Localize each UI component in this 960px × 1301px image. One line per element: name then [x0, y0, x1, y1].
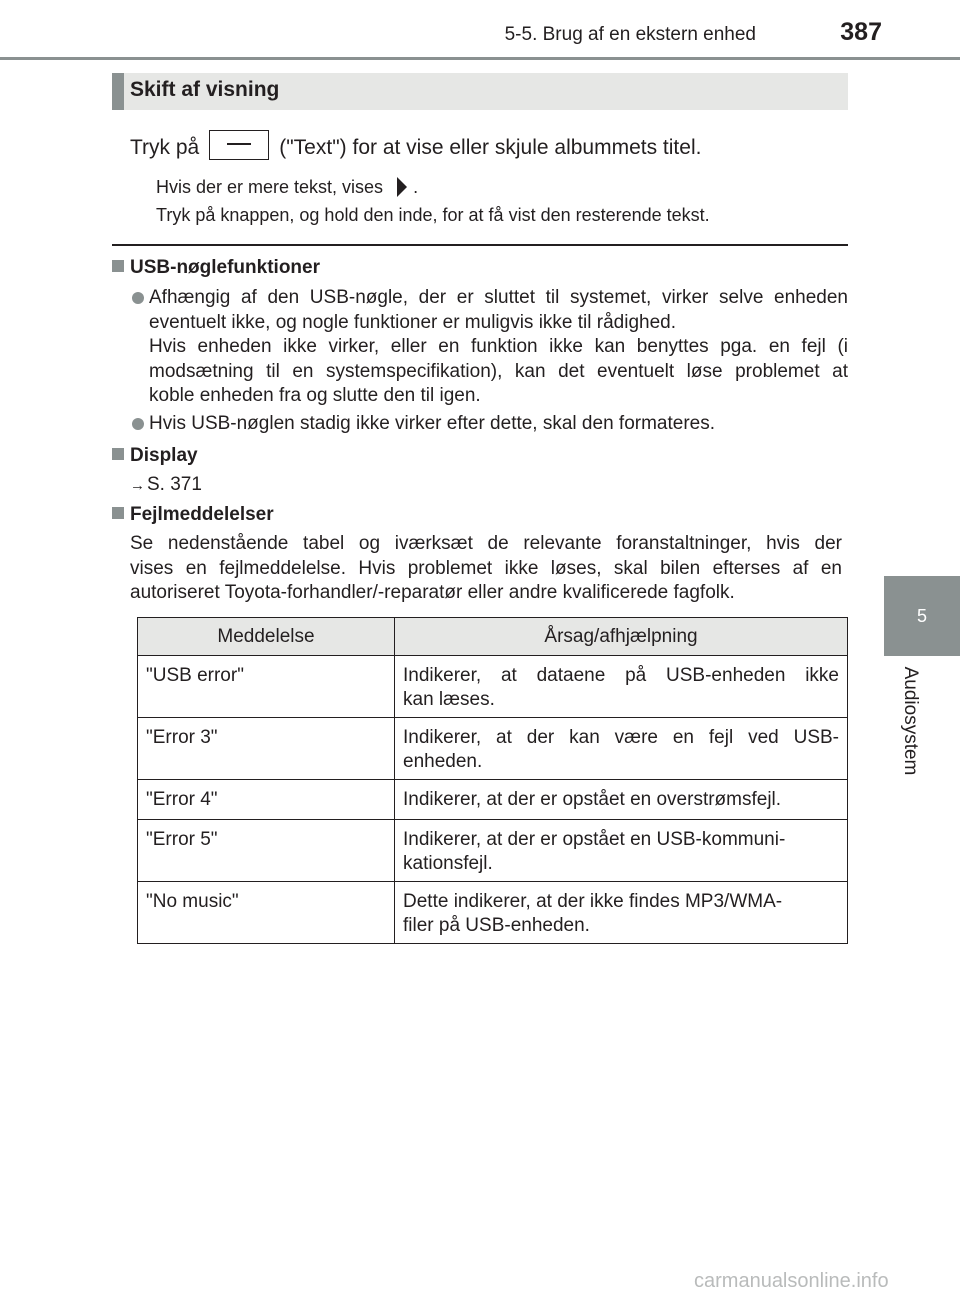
message-cell: "Error 4" [138, 780, 395, 820]
usb-heading [112, 257, 320, 279]
display-heading [112, 445, 198, 467]
error-message-table [137, 617, 848, 944]
chapter-tab [884, 576, 960, 656]
usb-bullet-2-text: Hvis USB-nøglen stadig ikke virker efter dette, skal den formateres. [149, 413, 716, 434]
cause-line: Indikerer, at dataene på USB-enheden ikke [403, 665, 839, 686]
usb-bullet-1-line: Hvis enheden ikke virker, eller en funktion ikke kan benyttes pga. en fejl (i [149, 336, 848, 357]
cause-line: filer på USB-enheden. [403, 915, 590, 936]
circle-bullet-icon [132, 292, 144, 304]
cause-line: Indikerer, at der er opstået en overstrømsfejl. [403, 789, 782, 810]
text-button-icon [209, 130, 269, 160]
message-cell: "Error 3" [138, 718, 395, 780]
intro-lead [130, 130, 850, 160]
usb-heading-text: USB-nøglefunktioner [130, 257, 320, 278]
usb-bullet-2 [149, 412, 715, 437]
cause-cell [395, 656, 848, 718]
usb-bullet-1-line: Afhængig af den USB-nøgle, der er sluttet til systemet, virker selve enheden [149, 287, 848, 308]
chapter-label-text: Audiosystem [900, 666, 921, 776]
table-header-cell: Meddelelse [138, 618, 395, 656]
cause-line: Dette indikerer, at der ikke findes MP3/WMA- [403, 891, 783, 912]
section-title: Skift af visning [130, 78, 280, 101]
usb-bullet-1-line: eventuelt ikke, og nogle funktioner er muligvis ikke til rådighed. [149, 311, 677, 333]
table-row [138, 820, 848, 882]
cause-line: kationsfejl. [403, 853, 493, 874]
errors-paragraph-line: Se nedenstående tabel og iværksæt de relevante foranstaltninger, hvis der [130, 533, 842, 554]
table-row [138, 780, 848, 820]
cause-cell [395, 882, 848, 944]
table-row [138, 656, 848, 718]
message-cell: "No music" [138, 882, 395, 944]
cause-line: enheden. [403, 751, 483, 772]
intro-lead-before: Tryk på [130, 136, 200, 159]
errors-heading-text: Fejlmeddelelser [130, 504, 274, 525]
table-row [138, 882, 848, 944]
table-header-cell: Årsag/afhjælpning [395, 618, 848, 656]
display-heading-text: Display [130, 445, 198, 466]
errors-heading [112, 504, 274, 526]
cause-cell [395, 780, 848, 820]
table-row [138, 718, 848, 780]
page-number: 387 [840, 18, 882, 46]
cause-line: Indikerer, at der er opstået en USB-kommuni- [403, 829, 786, 850]
errors-paragraph [130, 532, 842, 606]
header-rule [0, 57, 960, 60]
section-banner-accent [112, 73, 124, 110]
running-header-section: 5-5. Brug af en ekstern enhed [504, 24, 756, 45]
cause-line: kan læses. [403, 689, 495, 710]
chapter-label [898, 660, 922, 782]
chapter-number: 5 [916, 605, 927, 626]
square-bullet-icon [112, 260, 124, 272]
display-ref[interactable] [130, 473, 202, 499]
display-ref-text: S. 371 [147, 474, 202, 495]
scroll-arrow-icon [397, 177, 407, 197]
cause-cell [395, 820, 848, 882]
intro-note-2: Tryk på knappen, og hold den inde, for at få vist den resterende tekst. [156, 205, 710, 225]
watermark: carmanualsonline.info [694, 1270, 889, 1292]
square-bullet-icon [112, 448, 124, 460]
message-cell: "USB error" [138, 656, 395, 718]
message-cell: "Error 5" [138, 820, 395, 882]
usb-bullet-1-line: koble enheden fra og slutte den til igen. [149, 385, 481, 406]
cause-cell [395, 718, 848, 780]
intro-note-1 [156, 177, 418, 198]
square-bullet-icon [112, 507, 124, 519]
intro-lead-after: ("Text") for at vise eller skjule albummets titel. [279, 136, 702, 159]
section-divider [112, 244, 848, 246]
cause-line: Indikerer, at der kan være en fejl ved USB- [403, 727, 839, 748]
usb-bullet-1 [149, 286, 848, 409]
intro-note-1-text: Hvis der er mere tekst, vises [156, 177, 384, 197]
page-ref-arrow-icon: → [130, 477, 145, 494]
usb-bullet-1-line: modsætning til en systemspecifikation), kan det eventuelt løse problemet at [149, 360, 848, 382]
errors-paragraph-line: vises en fejlmeddelelse. Hvis problemet ikke løses, skal bilen efterses af en [130, 557, 842, 579]
table-header-row [138, 618, 848, 656]
circle-bullet-icon [132, 418, 144, 430]
errors-paragraph-line: autoriseret Toyota-forhandler/-reparatør eller andre kvalificerede fagfolk. [130, 582, 735, 603]
intro-note-1-end: . [413, 177, 419, 197]
